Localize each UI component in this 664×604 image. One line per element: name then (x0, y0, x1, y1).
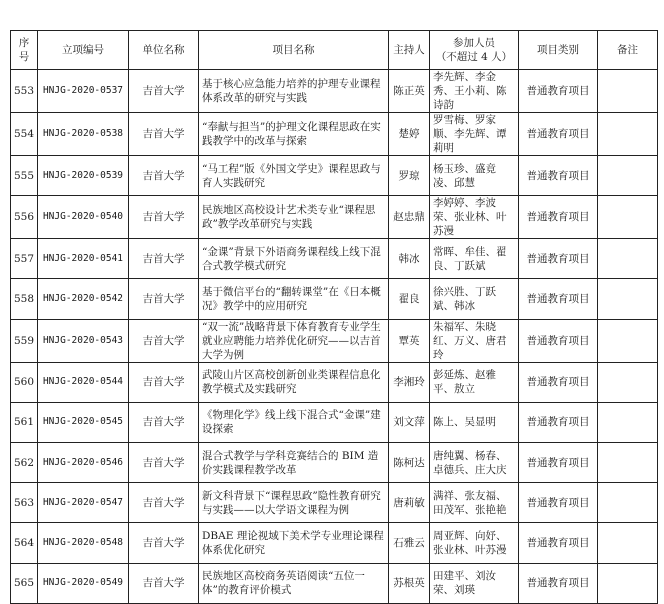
cell-project-name: 基于核心应急能力培养的护理专业课程体系改革的研究与实践 (199, 70, 389, 113)
table-row (11, 523, 658, 563)
cell-note (598, 523, 658, 563)
cell-category: 普通教育项目 (519, 113, 598, 156)
table-row (11, 239, 658, 279)
cell-unit: 吉首大学 (129, 523, 199, 563)
cell-members: 李先辉、李金秀、王小莉、陈诗韵 (430, 70, 519, 113)
cell-category: 普通教育项目 (519, 239, 598, 279)
cell-no: 556 (11, 196, 38, 239)
cell-members: 徐兴胜、丁跃斌、韩冰 (430, 279, 519, 319)
cell-note (598, 362, 658, 402)
col-note-header: 备注 (598, 31, 658, 70)
col-name-header: 项目名称 (199, 31, 389, 70)
cell-category: 普通教育项目 (519, 319, 598, 362)
header-row (11, 31, 658, 70)
cell-code: HNJG-2020-0537 (38, 70, 129, 113)
cell-unit: 吉首大学 (129, 239, 199, 279)
cell-project-name: 民族地区高校商务英语阅读“五位一体”的教育评价模式 (199, 563, 389, 603)
cell-unit: 吉首大学 (129, 196, 199, 239)
cell-no: 558 (11, 279, 38, 319)
cell-members: 满祥、张友福、田茂军、张艳艳 (430, 483, 519, 523)
cell-project-name: 《物理化学》线上线下混合式“金课”建设探索 (199, 402, 389, 442)
cell-note (598, 239, 658, 279)
cell-category: 普通教育项目 (519, 563, 598, 603)
cell-host: 苏根英 (389, 563, 430, 603)
cell-unit: 吉首大学 (129, 442, 199, 482)
cell-host: 石雅云 (389, 523, 430, 563)
cell-note (598, 442, 658, 482)
cell-category: 普通教育项目 (519, 483, 598, 523)
cell-note (598, 319, 658, 362)
cell-host: 覃英 (389, 319, 430, 362)
cell-host: 罗琼 (389, 156, 430, 196)
cell-code: HNJG-2020-0538 (38, 113, 129, 156)
cell-category: 普通教育项目 (519, 279, 598, 319)
cell-code: HNJG-2020-0548 (38, 523, 129, 563)
cell-category: 普通教育项目 (519, 196, 598, 239)
cell-unit: 吉首大学 (129, 483, 199, 523)
cell-unit: 吉首大学 (129, 113, 199, 156)
table-row (11, 279, 658, 319)
cell-host: 陈正英 (389, 70, 430, 113)
cell-note (598, 156, 658, 196)
cell-project-name: DBAE 理论视域下美术学专业理论课程体系优化研究 (199, 523, 389, 563)
cell-members: 杨玉珍、盛竟凌、邱慧 (430, 156, 519, 196)
cell-category: 普通教育项目 (519, 442, 598, 482)
cell-unit: 吉首大学 (129, 319, 199, 362)
cell-members: 罗雪梅、罗家顺、李先辉、谭莉明 (430, 113, 519, 156)
cell-host: 韩冰 (389, 239, 430, 279)
cell-members: 唐纯翼、杨春、卓德兵、庄大庆 (430, 442, 519, 482)
cell-members: 周亚辉、向妤、张业林、叶苏漫 (430, 523, 519, 563)
cell-unit: 吉首大学 (129, 563, 199, 603)
cell-host: 赵忠鼎 (389, 196, 430, 239)
cell-no: 560 (11, 362, 38, 402)
cell-project-name: 混合式教学与学科竞赛结合的 BIM 造价实践课程教学改革 (199, 442, 389, 482)
cell-project-name: 基于微信平台的“翻转课堂”在《日本概况》教学中的应用研究 (199, 279, 389, 319)
cell-code: HNJG-2020-0544 (38, 362, 129, 402)
cell-project-name: “马工程”版《外国文学史》课程思政与育人实践研究 (199, 156, 389, 196)
cell-code: HNJG-2020-0546 (38, 442, 129, 482)
cell-unit: 吉首大学 (129, 156, 199, 196)
cell-project-name: “奉献与担当”的护理文化课程思政在实践教学中的改革与探索 (199, 113, 389, 156)
cell-host: 刘文萍 (389, 402, 430, 442)
table-row (11, 156, 658, 196)
col-code-header: 立项编号 (38, 31, 129, 70)
cell-no: 553 (11, 70, 38, 113)
cell-code: HNJG-2020-0549 (38, 563, 129, 603)
cell-category: 普通教育项目 (519, 156, 598, 196)
col-unit-header: 单位名称 (129, 31, 199, 70)
table-row (11, 402, 658, 442)
cell-no: 562 (11, 442, 38, 482)
cell-no: 565 (11, 563, 38, 603)
cell-code: HNJG-2020-0543 (38, 319, 129, 362)
cell-project-name: 民族地区高校设计艺术类专业“课程思政”教学改革研究与实践 (199, 196, 389, 239)
cell-members: 陈上、吴显明 (430, 402, 519, 442)
cell-members: 李婷婷、李波荣、张业林、叶苏漫 (430, 196, 519, 239)
cell-no: 564 (11, 523, 38, 563)
col-members-header: 参加人员 （不超过 4 人） (430, 31, 519, 70)
cell-project-name: “双一流”战略背景下体育教育专业学生就业应聘能力培养优化研究——以吉首大学为例 (199, 319, 389, 362)
col-category-header: 项目类别 (519, 31, 598, 70)
cell-no: 561 (11, 402, 38, 442)
col-host-header: 主持人 (389, 31, 430, 70)
cell-no: 559 (11, 319, 38, 362)
cell-members: 彭延炼、赵雅平、敖立 (430, 362, 519, 402)
cell-host: 唐莉敏 (389, 483, 430, 523)
cell-no: 554 (11, 113, 38, 156)
cell-unit: 吉首大学 (129, 362, 199, 402)
cell-host: 李湘玲 (389, 362, 430, 402)
cell-code: HNJG-2020-0539 (38, 156, 129, 196)
cell-no: 563 (11, 483, 38, 523)
cell-members: 朱福军、朱晓红、万义、唐君玲 (430, 319, 519, 362)
table-row (11, 113, 658, 156)
project-table (10, 30, 658, 604)
cell-members: 田建平、刘汝荣、刘瑛 (430, 563, 519, 603)
cell-host: 陈柯达 (389, 442, 430, 482)
cell-unit: 吉首大学 (129, 279, 199, 319)
cell-no: 557 (11, 239, 38, 279)
cell-note (598, 70, 658, 113)
cell-members: 常晖、牟佳、翟良、丁跃斌 (430, 239, 519, 279)
cell-project-name: 新文科背景下“课程思政”隐性教育研究与实践——以大学语文课程为例 (199, 483, 389, 523)
col-no-header: 序号 (11, 31, 38, 70)
table-row (11, 70, 658, 113)
cell-note (598, 483, 658, 523)
cell-note (598, 402, 658, 442)
cell-note (598, 113, 658, 156)
cell-code: HNJG-2020-0547 (38, 483, 129, 523)
table-body (11, 70, 658, 604)
cell-code: HNJG-2020-0541 (38, 239, 129, 279)
cell-host: 楚婷 (389, 113, 430, 156)
cell-code: HNJG-2020-0545 (38, 402, 129, 442)
cell-category: 普通教育项目 (519, 523, 598, 563)
cell-category: 普通教育项目 (519, 362, 598, 402)
cell-host: 翟良 (389, 279, 430, 319)
cell-code: HNJG-2020-0542 (38, 279, 129, 319)
table-row (11, 362, 658, 402)
cell-category: 普通教育项目 (519, 70, 598, 113)
cell-note (598, 279, 658, 319)
cell-category: 普通教育项目 (519, 402, 598, 442)
cell-no: 555 (11, 156, 38, 196)
cell-project-name: “金课”背景下外语商务课程线上线下混合式教学模式研究 (199, 239, 389, 279)
cell-unit: 吉首大学 (129, 70, 199, 113)
table-row (11, 319, 658, 362)
table-row (11, 196, 658, 239)
cell-code: HNJG-2020-0540 (38, 196, 129, 239)
cell-note (598, 563, 658, 603)
table-row (11, 442, 658, 482)
table-row (11, 563, 658, 603)
cell-unit: 吉首大学 (129, 402, 199, 442)
cell-note (598, 196, 658, 239)
cell-project-name: 武陵山片区高校创新创业类课程信息化教学模式及实践研究 (199, 362, 389, 402)
table-row (11, 483, 658, 523)
